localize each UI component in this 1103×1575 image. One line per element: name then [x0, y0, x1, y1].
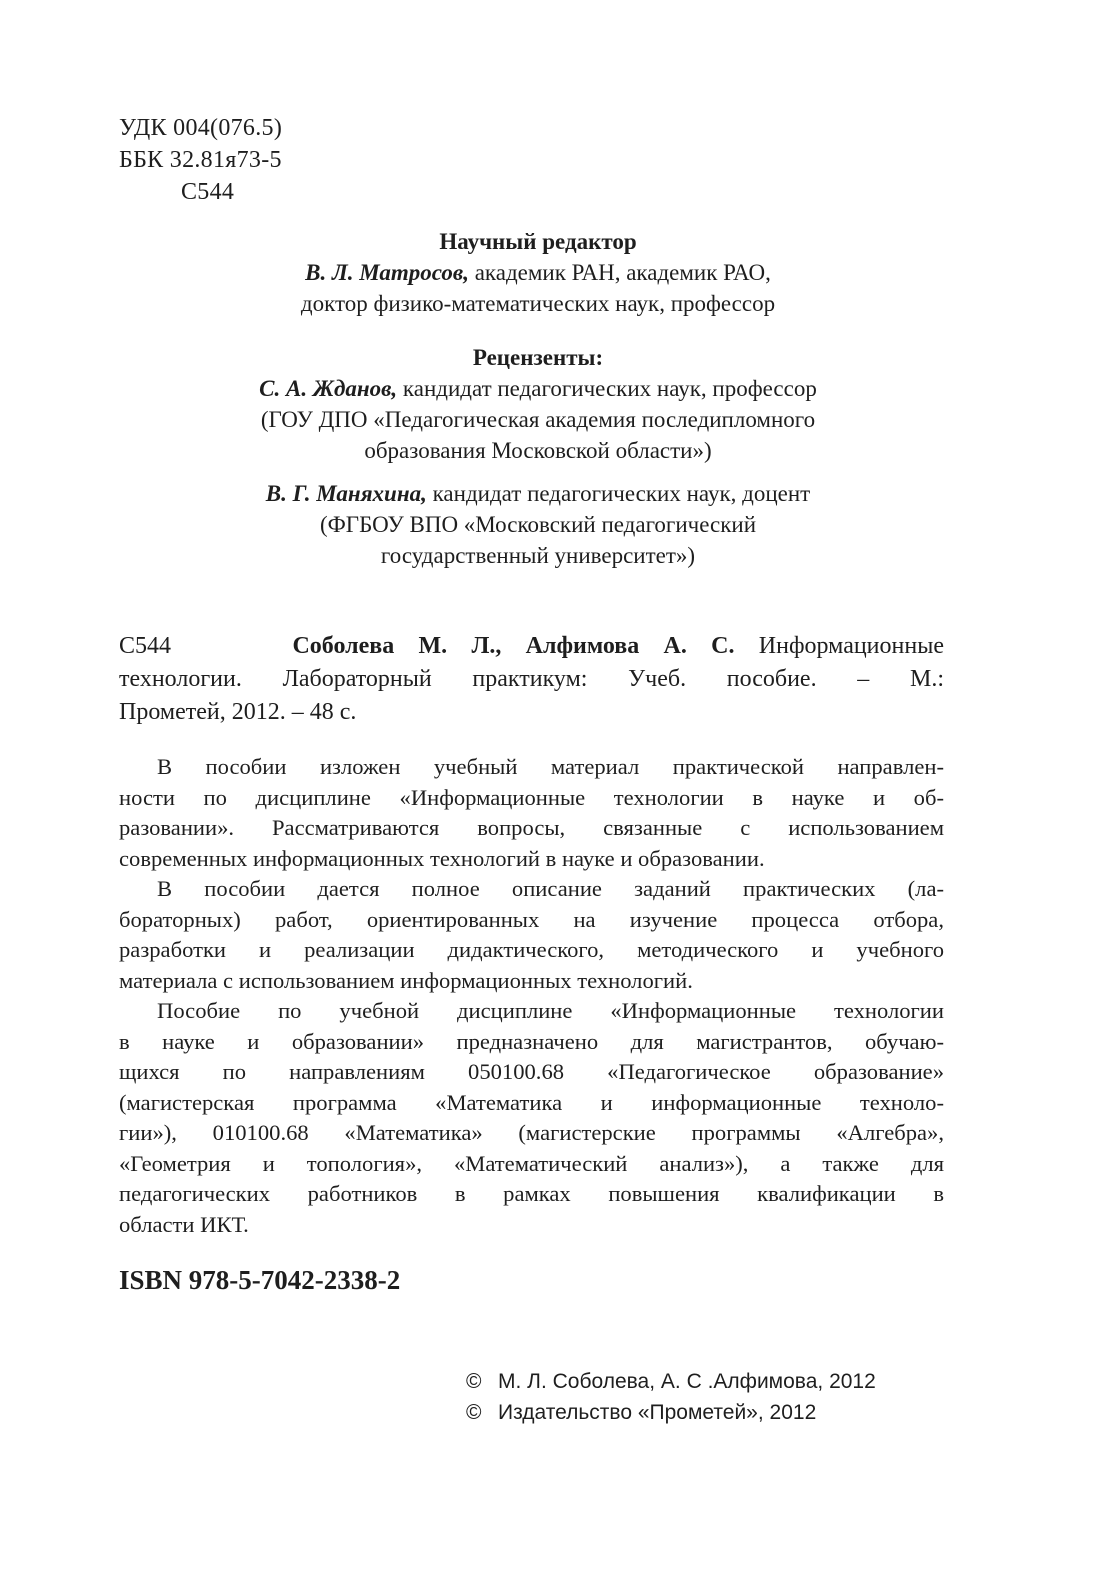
scientific-editor-block [119, 226, 957, 319]
reviewer-2-line [119, 478, 957, 509]
author-mark: С544 [181, 179, 235, 205]
copyright-authors-text: М. Л. Соболева, А. С .Алфимова, 2012 [498, 1370, 876, 1393]
copyright-block [466, 1366, 876, 1428]
editor-line-1 [119, 257, 957, 288]
annotation [119, 752, 944, 1240]
copyright-publisher-text: Издательство «Прометей», 2012 [498, 1401, 817, 1424]
biblio-mark: С544 [119, 633, 172, 659]
bibliographic-record [119, 630, 944, 729]
biblio-line-2: технологии. Лабораторный практикум: Учеб. пособие. – М.: [119, 666, 944, 692]
annotation-line: гии»), 010100.68 «Математика» (магистерские программы «Алгебра», [119, 1120, 944, 1145]
annotation-line: щихся по направлениям 050100.68 «Педагогическое образование» [119, 1059, 944, 1084]
bbk-code: ББК 32.81я73-5 [119, 147, 282, 173]
copyright-publisher [466, 1397, 876, 1428]
udk-code: УДК 004(076.5) [119, 115, 283, 141]
annotation-line: материала с использованием информационных технологий. [119, 967, 693, 993]
editor-line-2: доктор физико-математических наук, профессор [300, 291, 776, 316]
reviewer-2-org-line-1: (ФГБОУ ВПО «Московский педагогический [319, 512, 757, 537]
biblio-authors: Соболева М. Л., Алфимова А. С. [292, 633, 735, 659]
reviewer-1-name: С. А. Жданов, [259, 376, 398, 401]
reviewer-spacer [119, 466, 957, 478]
reviewer-2-name: В. Г. Маняхина, [265, 481, 427, 506]
biblio-title-start: Информационные [734, 633, 944, 659]
reviewer-2-org-line-2: государственный университет») [380, 543, 696, 568]
reviewer-1-org-line-2: образования Московской области») [364, 438, 712, 463]
editor-titles: академик РАН, академик РАО, [468, 260, 771, 285]
copyright-authors [466, 1366, 876, 1397]
reviewer-1-line [119, 373, 957, 404]
editor-name: В. Л. Матросов, [305, 260, 469, 285]
annotation-line: В пособии дается полное описание заданий практических (ла- [157, 876, 944, 901]
copyright-icon: © [466, 1401, 482, 1424]
annotation-line: разовании». Рассматриваются вопросы, связанные с использованием [119, 815, 944, 840]
annotation-line: В пособии изложен учебный материал практической направлен- [157, 754, 944, 779]
editor-heading: Научный редактор [439, 229, 637, 254]
annotation-line: в науке и образовании» предназначено для магистрантов, обучаю- [119, 1028, 944, 1054]
annotation-line: «Геометрия и топология», «Математический анализ»), а также для [119, 1150, 944, 1176]
annotation-line: современных информационных технологий в науке и образовании. [119, 845, 765, 871]
biblio-line-3: Прометей, 2012. – 48 с. [119, 699, 357, 725]
reviewer-1-title: кандидат педагогических наук, профессор [397, 376, 817, 401]
annotation-line: (магистерская программа «Математика и информационные техноло- [119, 1089, 944, 1115]
biblio-line-1 [119, 630, 944, 663]
annotation-line: бораторных) работ, ориентированных на изучение процесса отбора, [119, 906, 944, 932]
reviewers-heading: Рецензенты: [472, 345, 604, 370]
annotation-line: области ИКТ. [119, 1211, 249, 1237]
annotation-line: Пособие по учебной дисциплине «Информационные технологии [157, 998, 944, 1023]
reviewers-block [119, 342, 957, 571]
reviewer-2-title: кандидат педагогических наук, доцент [426, 481, 811, 506]
annotation-line: педагогических работников в рамках повышения квалификации в [119, 1181, 944, 1206]
annotation-line: разработки и реализации дидактического, методического и учебного [119, 937, 944, 962]
annotation-line: ности по дисциплине «Информационные технологии в науке и об- [119, 784, 944, 810]
copyright-icon: © [466, 1370, 482, 1393]
isbn: ISBN 978-5-7042-2338-2 [119, 1265, 401, 1295]
classification-block [119, 112, 282, 208]
reviewer-1-org-line-1: (ГОУ ДПО «Педагогическая академия последипломного [260, 407, 816, 432]
